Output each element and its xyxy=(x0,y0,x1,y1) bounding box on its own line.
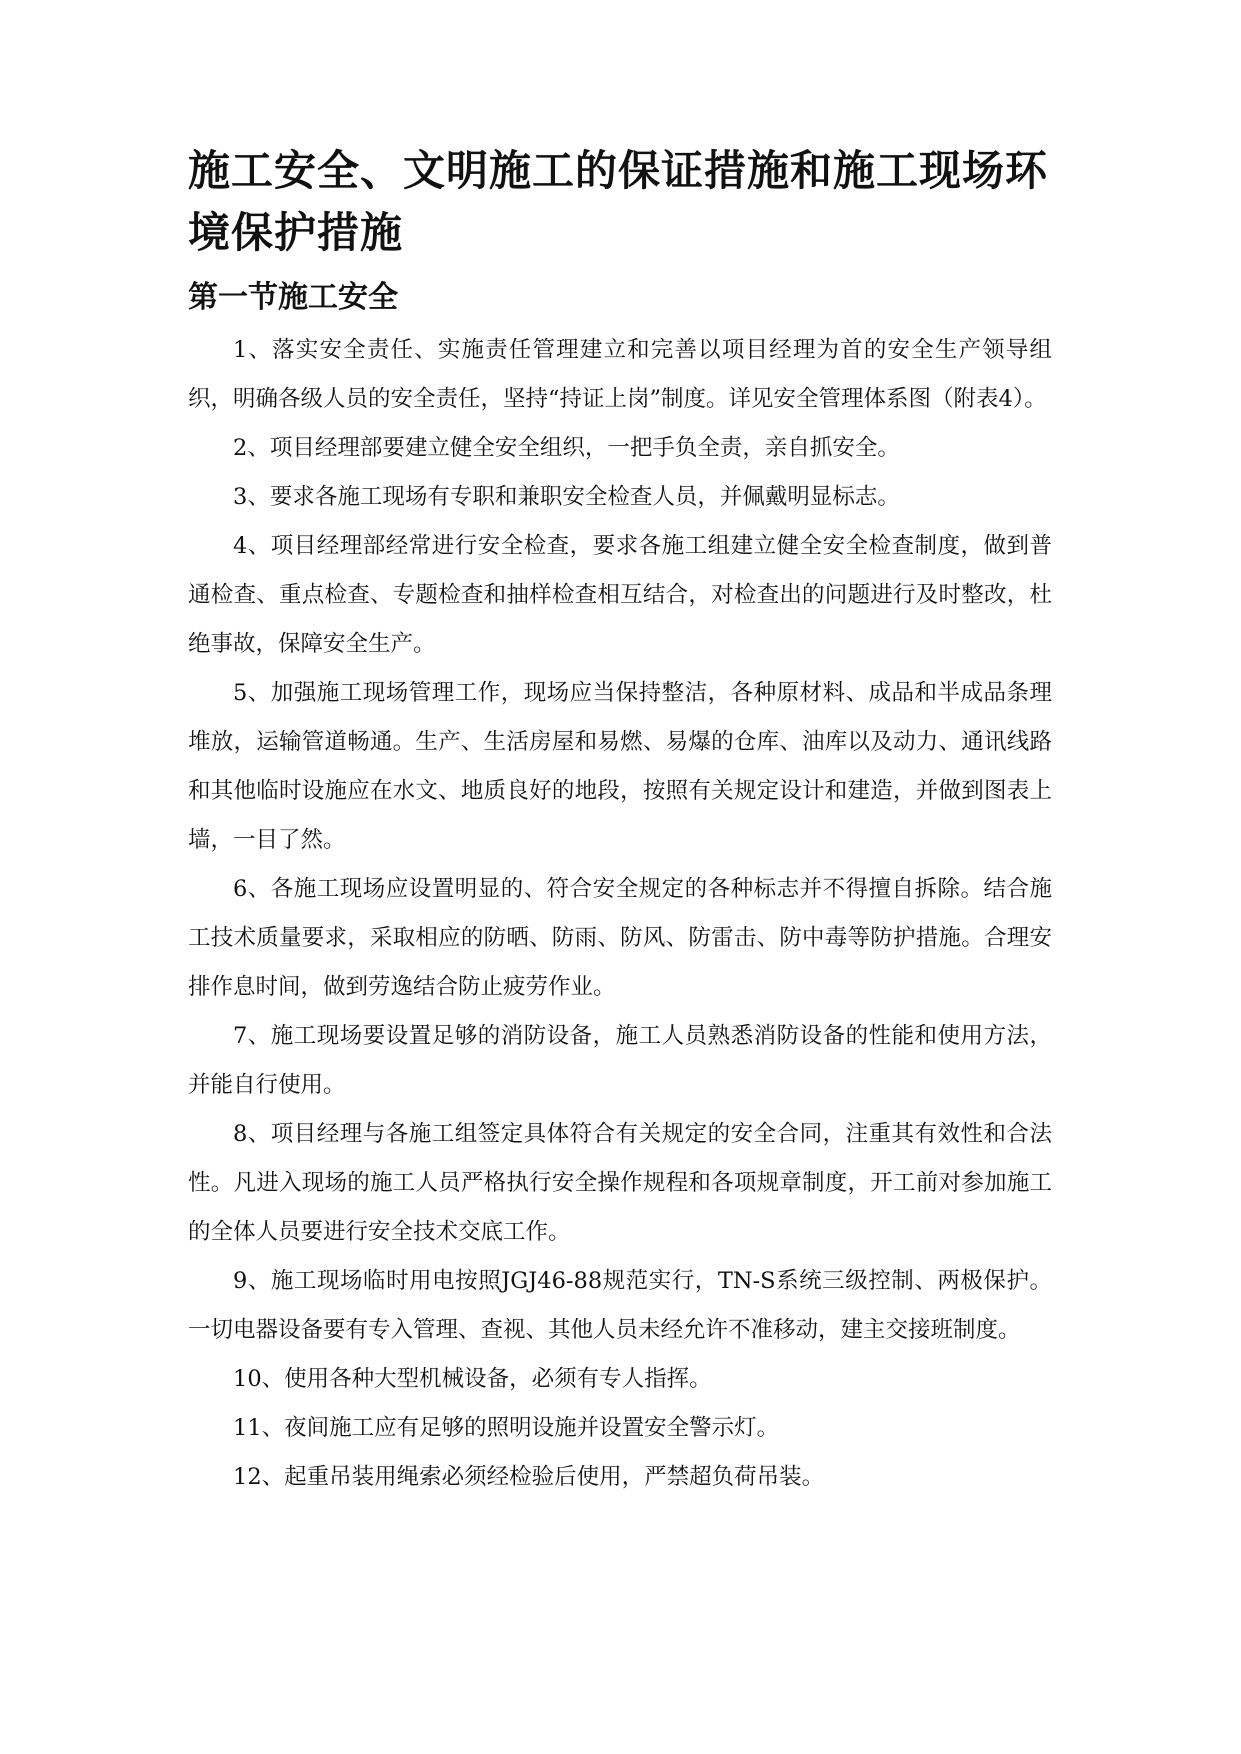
paragraph-list xyxy=(188,326,1052,1502)
document-page xyxy=(188,140,1052,1502)
paragraph-item-7: 7、施工现场要设置足够的消防设备，施工人员熟悉消防设备的性能和使用方法，并能自行使用。 xyxy=(188,1023,1052,1098)
paragraph-item-3: 3、要求各施工现场有专职和兼职安全检查人员，并佩戴明显标志。 xyxy=(233,484,900,510)
paragraph-item-12: 12、起重吊装用绳索必须经检验后使用，严禁超负荷吊装。 xyxy=(233,1464,825,1490)
document-title: 施工安全、文明施工的保证措施和施工现场环境保护措施 xyxy=(188,146,1049,257)
paragraph-item-10: 10、使用各种大型机械设备，必须有专人指挥。 xyxy=(233,1366,712,1392)
paragraph-item-11: 11、夜间施工应有足够的照明设施并设置安全警示灯。 xyxy=(233,1415,780,1441)
paragraph-item-5: 5、加强施工现场管理工作，现场应当保持整洁，各种原材料、成品和半成品条理堆放，运输管道畅通。生产、生活房屋和易燃、易爆的仓库、油库以及动力、通讯线路和其他临时设施应在水文、地质良好的地段，按照有关规定设计和建造，并做到图表上墙，一目了然。 xyxy=(188,680,1052,853)
paragraph-item-4: 4、项目经理部经常进行安全检查，要求各施工组建立健全安全检查制度，做到普通检查、重点检查、专题检查和抽样检查相互结合，对检查出的问题进行及时整改，杜绝事故，保障安全生产。 xyxy=(188,533,1052,657)
paragraph-item-1: 1、落实安全责任、实施责任管理建立和完善以项目经理为首的安全生产领导组织，明确各级人员的安全责任，坚持“持证上岗”制度。详见安全管理体系图（附表4）。 xyxy=(188,337,1052,412)
paragraph-item-6: 6、各施工现场应设置明显的、符合安全规定的各种标志并不得擅自拆除。结合施工技术质量要求，采取相应的防晒、防雨、防风、防雷击、防中毒等防护措施。合理安排作息时间，做到劳逸结合防止疲劳作业。 xyxy=(188,876,1052,1000)
paragraph-item-2: 2、项目经理部要建立健全安全组织，一把手负全责，亲自抓安全。 xyxy=(233,435,900,461)
section-heading: 第一节施工安全 xyxy=(188,280,398,315)
paragraph-item-9: 9、施工现场临时用电按照JGJ46-88规范实行，TN-S系统三级控制、两极保护。一切电器设备要有专入管理、查视、其他人员未经允许不准移动，建主交接班制度。 xyxy=(188,1268,1052,1343)
paragraph-item-8: 8、项目经理与各施工组签定具体符合有关规定的安全合同，注重其有效性和合法性。凡进入现场的施工人员严格执行安全操作规程和各项规章制度，开工前对参加施工的全体人员要进行安全技术交底工作。 xyxy=(188,1121,1052,1245)
